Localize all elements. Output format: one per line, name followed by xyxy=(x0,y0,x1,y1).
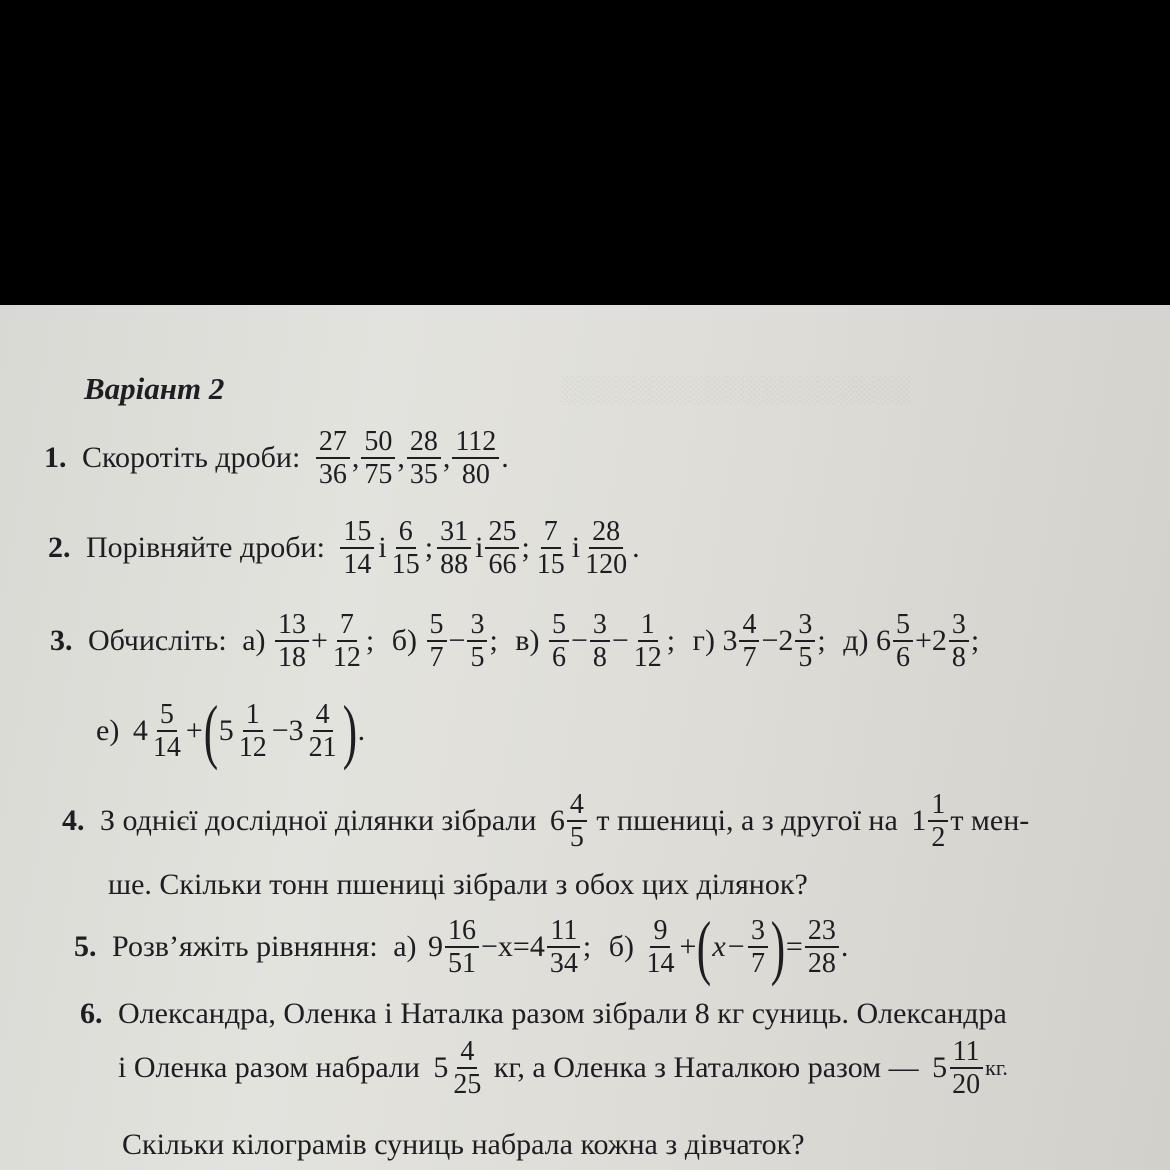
separator: ; xyxy=(365,624,375,658)
separator: , xyxy=(442,441,451,475)
conjunction: і xyxy=(475,531,484,565)
whole-part: 5 xyxy=(932,1051,948,1085)
whole-part: 2 xyxy=(931,624,947,658)
task-text: Порівняйте дроби: xyxy=(86,531,325,565)
right-paren: ) xyxy=(342,691,357,771)
fraction: $\frac{5}{6}$ xyxy=(549,610,569,673)
separator: ; xyxy=(817,624,826,658)
fraction: $\frac{50}{75}$ xyxy=(361,427,395,490)
whole-part: 6 xyxy=(549,804,565,838)
whole-part: 5 xyxy=(218,714,234,747)
task-5 xyxy=(74,907,849,987)
whole-part: 3 xyxy=(722,624,738,658)
fraction: $\frac{3}{5}$ xyxy=(467,610,487,673)
item-label-a: а) xyxy=(242,624,266,658)
whole-part: 5 xyxy=(433,1051,449,1085)
item-label-d: г) xyxy=(692,624,715,658)
fraction: $\frac{11}{20}$ xyxy=(949,1037,983,1100)
whole-part: 2 xyxy=(778,624,794,658)
fraction: $\frac{31}{88}$ xyxy=(437,517,471,580)
separator: , xyxy=(397,441,405,475)
operator: − xyxy=(448,624,466,658)
fraction: $\frac{28}{120}$ xyxy=(585,516,628,581)
equation-middle: −x= xyxy=(481,930,530,963)
item-label-f: е) xyxy=(96,714,120,747)
operator: + xyxy=(679,930,697,963)
fraction: $\frac{3}{7}$ xyxy=(748,916,768,979)
task-4 xyxy=(62,790,1029,853)
fraction: $\frac{16}{51}$ xyxy=(445,916,479,979)
fraction: $\frac{9}{14}$ xyxy=(646,914,675,979)
whole-part: 4 xyxy=(132,714,148,747)
separator: . xyxy=(357,714,366,747)
operator: + xyxy=(185,714,203,747)
task-text: Розв’яжіть рівняння: xyxy=(112,930,378,963)
separator: . xyxy=(501,441,509,475)
task-text: З однієї дослідної ділянки зібрали xyxy=(100,804,537,838)
item-label-e: д) xyxy=(843,624,869,658)
fraction: $\frac{1}{12}$ xyxy=(633,609,662,674)
item-label-b: б) xyxy=(608,930,634,963)
bleed-through-text: ░░░░░░░░░░░░░░░░░░░ xyxy=(560,375,910,404)
task-text: Олександра, Оленка і Наталка разом зібрали 8 кг суниць. Олександра xyxy=(118,997,1007,1031)
separator: ; xyxy=(521,531,530,565)
left-paren: ( xyxy=(203,691,218,771)
separator: ; xyxy=(970,624,980,658)
task-6-line-2 xyxy=(118,1037,1008,1100)
fraction: $\frac{4}{5}$ xyxy=(567,790,587,853)
item-label-c: в) xyxy=(515,624,540,658)
fraction: $\frac{23}{28}$ xyxy=(805,916,839,979)
operator: + xyxy=(311,624,328,658)
operator: + xyxy=(914,624,932,658)
task-number: 6. xyxy=(80,997,103,1031)
task-text: кг. xyxy=(985,1055,1008,1081)
whole-part: 1 xyxy=(911,804,927,838)
separator: ; xyxy=(489,624,498,658)
fraction: $\frac{5}{14}$ xyxy=(152,698,181,763)
whole-part: 6 xyxy=(875,624,891,658)
separator: ; xyxy=(582,930,592,963)
separator: ; xyxy=(424,531,434,565)
fraction: $\frac{4}{25}$ xyxy=(453,1036,482,1101)
fraction-list xyxy=(308,426,509,491)
fraction: $\frac{7}{15}$ xyxy=(536,516,565,581)
fraction: $\frac{13}{18}$ xyxy=(275,610,309,673)
fraction: $\frac{5}{6}$ xyxy=(893,610,913,673)
task-text: Обчисліть: xyxy=(88,624,227,658)
whole-part: 4 xyxy=(529,930,545,963)
fraction: $\frac{1}{12}$ xyxy=(238,698,267,763)
conjunction: і xyxy=(378,531,387,565)
separator: , xyxy=(351,441,360,475)
fraction: $\frac{3}{8}$ xyxy=(949,610,969,673)
whole-part: 9 xyxy=(428,930,444,963)
task-number: 2. xyxy=(48,531,71,565)
operator: − xyxy=(271,714,289,747)
fraction: $\frac{25}{66}$ xyxy=(485,517,519,580)
task-number: 4. xyxy=(62,804,85,838)
task-1 xyxy=(44,427,509,490)
task-4-line-2: ше. Скільки тонн пшениці зібрали з обох цих ділянок? xyxy=(108,868,808,901)
conjunction: і xyxy=(571,531,581,565)
fraction: $\frac{7}{12}$ xyxy=(332,609,361,674)
fraction: $\frac{1}{2}$ xyxy=(928,790,948,853)
task-6-line-3: Скільки кілограмів суниць набрала кожна з дівчаток? xyxy=(122,1128,805,1161)
fraction: $\frac{28}{35}$ xyxy=(407,427,441,490)
fraction: $\frac{3}{5}$ xyxy=(795,610,815,673)
item-label-a: а) xyxy=(393,930,417,963)
operator: − xyxy=(570,624,588,658)
separator: . xyxy=(840,930,849,963)
fraction: $\frac{11}{34}$ xyxy=(547,916,581,979)
fraction: $\frac{5}{7}$ xyxy=(427,610,447,673)
separator: ; xyxy=(666,624,676,658)
right-paren: ) xyxy=(770,907,786,987)
operator: − xyxy=(611,624,629,658)
whole-part: 3 xyxy=(288,714,304,747)
fraction: $\frac{4}{7}$ xyxy=(739,610,759,673)
left-paren: ( xyxy=(697,907,712,987)
task-number: 3. xyxy=(50,624,73,658)
task-text: Скоротіть дроби: xyxy=(82,441,301,475)
variant-title: Варіант 2 xyxy=(84,371,225,406)
textbook-page xyxy=(0,305,1170,1170)
fraction: $\frac{6}{15}$ xyxy=(391,516,420,581)
item-label-b: б) xyxy=(391,624,418,658)
fraction: $\frac{112}{80}$ xyxy=(452,427,499,490)
task-text: т пшениці, а з другої на xyxy=(596,804,898,838)
task-3-item-f xyxy=(96,691,366,771)
equals-sign: = xyxy=(785,930,803,963)
task-text: кг, а Оленка з Наталкою разом — xyxy=(493,1051,919,1085)
task-text: і Оленка разом набрали xyxy=(118,1051,420,1085)
fraction: $\frac{15}{14}$ xyxy=(340,517,374,580)
task-3 xyxy=(50,610,979,673)
operator: − xyxy=(761,624,779,658)
fraction: $\frac{27}{36}$ xyxy=(316,427,350,490)
task-2 xyxy=(48,517,640,580)
fraction: $\frac{3}{8}$ xyxy=(590,610,610,673)
task-number: 5. xyxy=(74,930,97,963)
task-number: 1. xyxy=(44,441,67,475)
separator: . xyxy=(632,531,640,565)
fraction-pairs xyxy=(332,516,640,581)
variable-term: x− xyxy=(712,930,746,963)
task-text: т мен- xyxy=(950,804,1030,838)
task-6 xyxy=(80,997,1007,1029)
fraction: $\frac{4}{21}$ xyxy=(308,698,337,763)
